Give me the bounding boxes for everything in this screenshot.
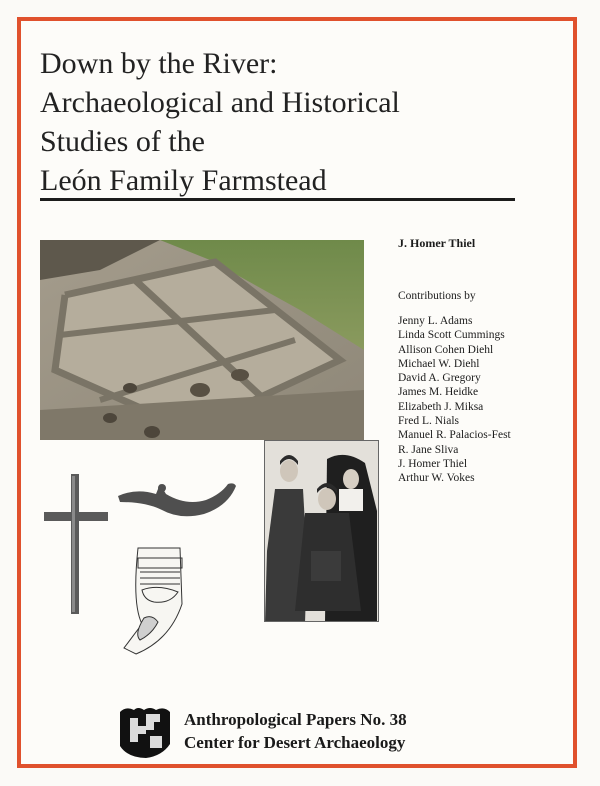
contributor-name: Allison Cohen Diehl	[398, 343, 494, 356]
book-title	[40, 44, 540, 200]
contributors-list	[398, 314, 511, 486]
author-name: J. Homer Thiel	[398, 236, 476, 250]
center-logo	[116, 704, 174, 760]
title-line-2: Archaeological and Historical	[40, 86, 400, 119]
contributor-name: Michael W. Diehl	[398, 357, 480, 370]
excavation-photo	[40, 240, 364, 440]
historic-portrait-photo	[264, 440, 379, 622]
spur-artifact	[116, 476, 240, 526]
contributor-name: James M. Heidke	[398, 386, 479, 399]
contributor-name: David A. Gregory	[398, 372, 481, 385]
title-line-4: León Family Farmstead	[40, 164, 327, 197]
contributor-name: Arthur W. Vokes	[398, 472, 475, 485]
contributor-name: Manuel R. Palacios-Fest	[398, 429, 511, 442]
contributor-name: R. Jane Sliva	[398, 443, 459, 456]
contributor-name: Fred L. Nials	[398, 415, 460, 428]
glass-shard-artifact	[118, 544, 188, 656]
title-rule	[40, 198, 515, 201]
contributor-name: Linda Scott Cummings	[398, 329, 505, 342]
series-title: Anthropological Papers No. 38	[184, 710, 407, 729]
contributor-name: Elizabeth J. Miksa	[398, 400, 484, 413]
excavation-photo-drawing	[40, 240, 364, 440]
contributor-name: Jenny L. Adams	[398, 315, 473, 327]
title-line-1: Down by the River:	[40, 47, 278, 80]
cross-artifact	[40, 474, 112, 614]
contributions-heading: Contributions by	[398, 290, 476, 302]
portrait-drawing	[265, 441, 379, 622]
publisher-name: Center for Desert Archaeology	[184, 733, 406, 752]
contributor-name: J. Homer Thiel	[398, 457, 468, 470]
series-info	[184, 708, 407, 754]
title-line-3: Studies of the	[40, 125, 205, 158]
